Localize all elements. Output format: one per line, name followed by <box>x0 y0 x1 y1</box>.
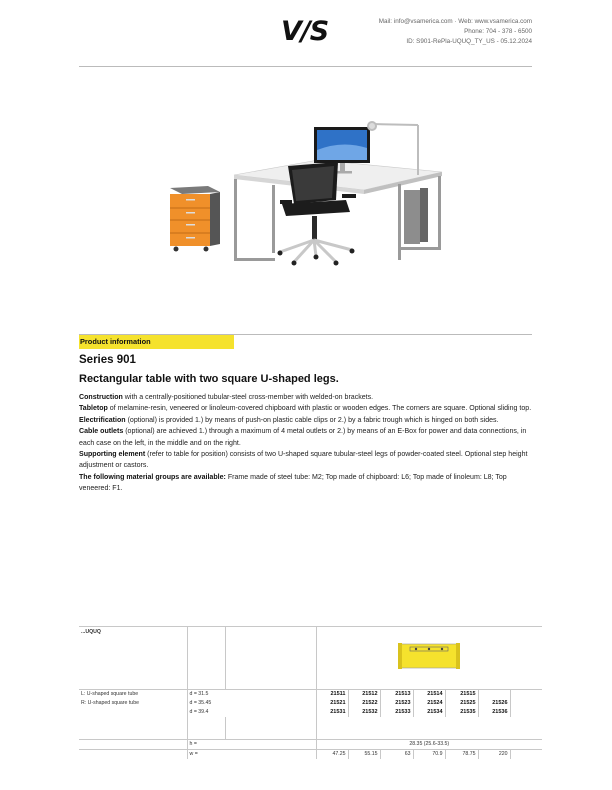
article-code: 21515 <box>445 690 478 700</box>
contact-phone: Phone: 704 - 378 - 6500 <box>464 28 532 35</box>
depth-label: d = 35.45 <box>187 699 316 708</box>
article-code: 21533 <box>380 708 413 717</box>
height-value: 28.35 (25.6-33.5) <box>409 741 450 747</box>
product-illustration <box>160 120 460 280</box>
table-top-view-image <box>316 627 542 690</box>
depth-label: d = 39.4 <box>187 708 316 717</box>
header-divider <box>79 66 532 67</box>
article-code: 21521 <box>316 699 348 708</box>
spec-table <box>79 626 542 759</box>
table-top-view-icon <box>398 641 460 671</box>
article-code: 21512 <box>348 690 380 700</box>
electrification-paragraph: Electrification (optional) is provided 1.) by means of push-on plastic cable clips or 2.) by a fabric trough which is hinged on both sides. <box>79 416 499 424</box>
width-value: 55.15 <box>348 750 380 760</box>
product-subtitle: Rectangular table with two square U-shaped legs. <box>79 373 339 385</box>
article-code: 21524 <box>413 699 445 708</box>
width-value: 47.25 <box>316 750 348 760</box>
document-id: ID: S901-RePla-UQUQ_TY_US - 05.12.2024 <box>406 38 532 45</box>
width-value: 70.9 <box>413 750 445 760</box>
article-code: 21531 <box>316 708 348 717</box>
vs-logo: V/S <box>281 16 329 47</box>
width-value: 78.75 <box>445 750 478 760</box>
product-description <box>79 392 533 495</box>
article-code: 21535 <box>445 708 478 717</box>
contact-mail-web: Mail: info@vsamerica.com · Web: www.vsamerica.com <box>378 18 532 25</box>
article-code: 21522 <box>348 699 380 708</box>
material-groups-paragraph: The following material groups are available: Frame made of steel tube: M2; Top made of chipboard: L6; Top made of linoleum: L8; Top veneered: F1. <box>79 473 507 493</box>
tabletop-paragraph: Tabletop of melamine-resin, veneered or linoleum-covered chipboard with plastic or wooden edges. The corners are square. Optional sliding top. <box>79 405 532 413</box>
article-code: 21514 <box>413 690 445 700</box>
article-code: 21513 <box>380 690 413 700</box>
article-code: 21534 <box>413 708 445 717</box>
product-information-badge: Product information <box>79 335 234 349</box>
article-code: 21532 <box>348 708 380 717</box>
spec-header-label: ...UQUQ <box>79 627 187 690</box>
drawer-pedestal <box>170 186 220 252</box>
article-code: 21536 <box>478 708 510 717</box>
series-title: Series 901 <box>79 354 136 366</box>
article-code: 21523 <box>380 699 413 708</box>
height-label: h = <box>187 740 316 750</box>
article-code: 21511 <box>316 690 348 700</box>
article-code: 21526 <box>478 699 510 708</box>
construction-paragraph: Construction with a centrally-positioned tubular-steel cross-member with welded-on brackets. <box>79 394 374 401</box>
article-code: 21525 <box>445 699 478 708</box>
depth-label: d = 31.5 <box>187 690 316 700</box>
supporting-element-paragraph: Supporting element (refer to table for position) consists of two U-shaped square tubular-steel legs of powder-coated steel. Optional step height adjustment or castors. <box>79 451 528 470</box>
width-value: 220 <box>478 750 510 760</box>
article-code <box>478 690 510 700</box>
width-label: w = <box>187 750 316 760</box>
cable-outlets-paragraph: Cable outlets (optional) are achieved 1.) through a maximum of 4 metal outlets or 2.) by means of an E-Box for power and data connections, in each case on the left, in the middle and on the right. <box>79 428 527 447</box>
leg-labels: L: U-shaped square tube R: U-shaped square tube <box>79 690 187 718</box>
contact-info <box>379 17 532 47</box>
width-value: 63 <box>380 750 413 760</box>
